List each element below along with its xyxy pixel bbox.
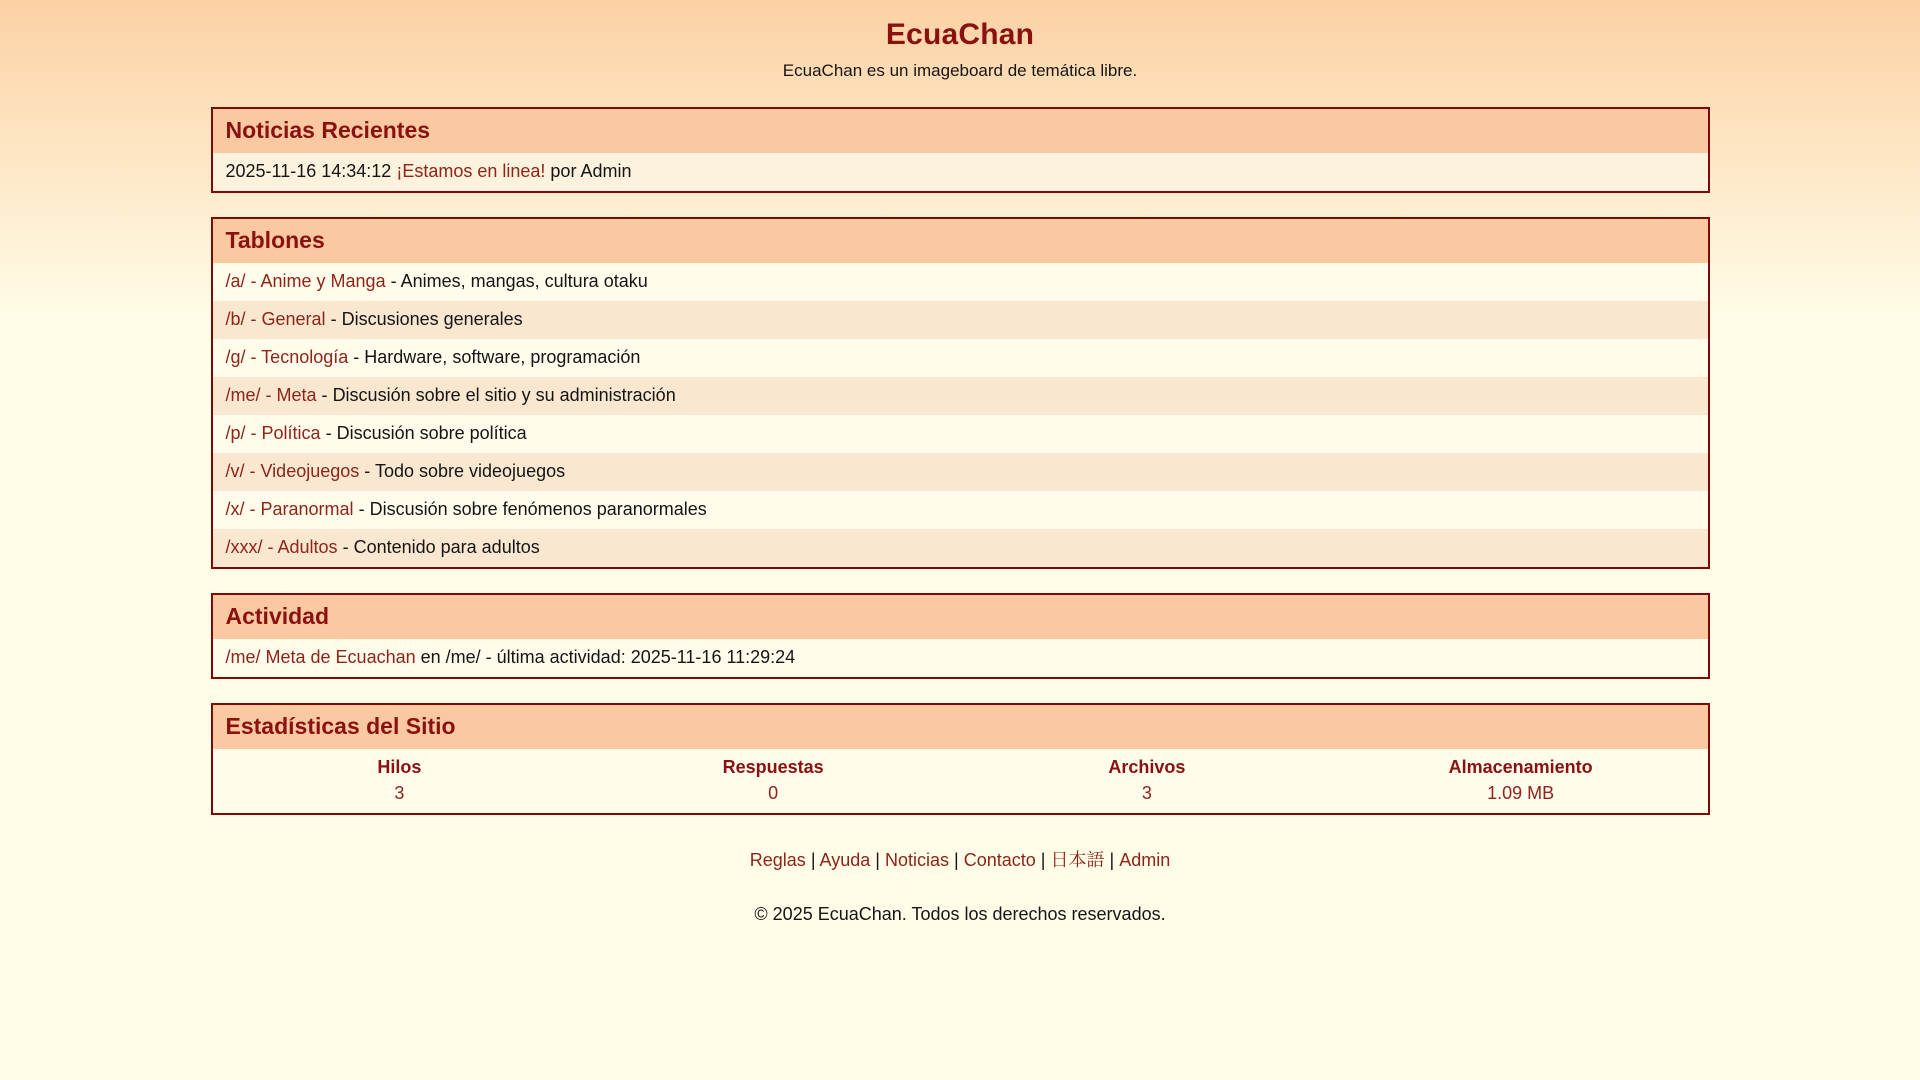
footer-copyright: © 2025 EcuaChan. Todos los derechos reservados. — [754, 904, 1166, 924]
site-title: EcuaChan — [885, 18, 1035, 51]
footer-nav-item — [1119, 850, 1170, 870]
footer-separator: | — [954, 850, 959, 870]
board-description: Contenido para adultos — [353, 537, 540, 557]
footer-link[interactable]: Admin — [1119, 850, 1171, 870]
board-description: Discusión sobre fenómenos paranormales — [369, 499, 707, 519]
board-separator: - — [330, 309, 337, 329]
footer-link[interactable]: Reglas — [749, 850, 806, 870]
board-link[interactable]: /x/ - Paranormal — [225, 499, 354, 519]
board-description: Discusión sobre el sitio y su administración — [332, 385, 676, 405]
board-row — [213, 377, 1708, 415]
news-section-header: Noticias Recientes — [213, 109, 1708, 153]
site-header — [0, 18, 1920, 81]
news-section — [211, 107, 1710, 193]
news-link[interactable]: ¡Estamos en linea! — [396, 161, 546, 181]
footer-separator: | — [810, 850, 816, 870]
board-description: Animes, mangas, cultura otaku — [400, 271, 648, 291]
board-description: Discusión sobre política — [336, 423, 527, 443]
board-link[interactable]: /b/ - General — [225, 309, 326, 329]
activity-row — [213, 639, 1708, 677]
stats-cell — [213, 753, 587, 807]
board-link[interactable]: /p/ - Política — [225, 423, 321, 443]
board-separator: - — [358, 499, 365, 519]
stats-label: Hilos — [377, 757, 422, 777]
news-author: por Admin — [550, 161, 632, 181]
footer-link[interactable]: Contacto — [963, 850, 1036, 870]
board-separator: - — [325, 423, 332, 443]
footer-link[interactable]: 日本語 — [1050, 850, 1105, 870]
board-row — [213, 263, 1708, 301]
footer-separator: | — [1109, 850, 1115, 870]
footer-nav — [211, 846, 1710, 872]
stats-value: 1.09 MB — [1487, 783, 1555, 803]
news-list — [213, 153, 1708, 191]
footer-nav-item — [750, 850, 820, 870]
board-row — [213, 415, 1708, 453]
stats-section-header: Estadísticas del Sitio — [213, 705, 1708, 749]
boards-section — [211, 217, 1710, 569]
footer-separator: | — [1040, 850, 1046, 870]
site-tagline: EcuaChan es un imageboard de temática libre. — [782, 61, 1138, 80]
stats-cell — [586, 753, 960, 807]
board-link[interactable]: /g/ - Tecnología — [225, 347, 349, 367]
footer-nav-item — [1050, 850, 1119, 870]
activity-detail: en /me/ - última actividad: 2025-11-16 11:29:24 — [420, 647, 796, 667]
footer-nav-item — [964, 850, 1051, 870]
stats-section — [211, 703, 1710, 815]
board-row — [213, 529, 1708, 567]
footer-link[interactable]: Noticias — [884, 850, 949, 870]
board-separator: - — [353, 347, 360, 367]
stats-grid — [213, 749, 1708, 813]
footer-link[interactable]: Ayuda — [819, 850, 871, 870]
stats-label: Almacenamiento — [1448, 757, 1593, 777]
board-link[interactable]: /v/ - Videojuegos — [225, 461, 360, 481]
board-description: Discusiones generales — [341, 309, 523, 329]
footer-nav-item — [885, 850, 964, 870]
news-row — [213, 153, 1708, 191]
main-content — [211, 107, 1710, 925]
board-separator: - — [390, 271, 397, 291]
board-description: Hardware, software, programación — [364, 347, 641, 367]
board-separator: - — [364, 461, 371, 481]
news-timestamp: 2025-11-16 14:34:12 — [225, 161, 392, 181]
stats-value: 0 — [768, 783, 779, 803]
stats-cell — [960, 753, 1334, 807]
activity-thread-link[interactable]: /me/ Meta de Ecuachan — [225, 647, 416, 667]
board-row — [213, 301, 1708, 339]
boards-list — [213, 263, 1708, 567]
stats-value: 3 — [394, 783, 405, 803]
activity-section-header: Actividad — [213, 595, 1708, 639]
board-separator: - — [321, 385, 328, 405]
stats-label: Respuestas — [722, 757, 824, 777]
footer-separator: | — [875, 850, 880, 870]
board-separator: - — [342, 537, 349, 557]
stats-cell — [1334, 753, 1708, 807]
stats-label: Archivos — [1108, 757, 1186, 777]
board-row — [213, 453, 1708, 491]
board-description: Todo sobre videojuegos — [374, 461, 566, 481]
board-link[interactable]: /a/ - Anime y Manga — [225, 271, 386, 291]
board-row — [213, 491, 1708, 529]
board-row — [213, 339, 1708, 377]
activity-section — [211, 593, 1710, 679]
boards-section-header: Tablones — [213, 219, 1708, 263]
footer-nav-item — [820, 850, 885, 870]
board-link[interactable]: /xxx/ - Adultos — [225, 537, 338, 557]
board-link[interactable]: /me/ - Meta — [225, 385, 317, 405]
activity-list — [213, 639, 1708, 677]
stats-value: 3 — [1141, 783, 1152, 803]
